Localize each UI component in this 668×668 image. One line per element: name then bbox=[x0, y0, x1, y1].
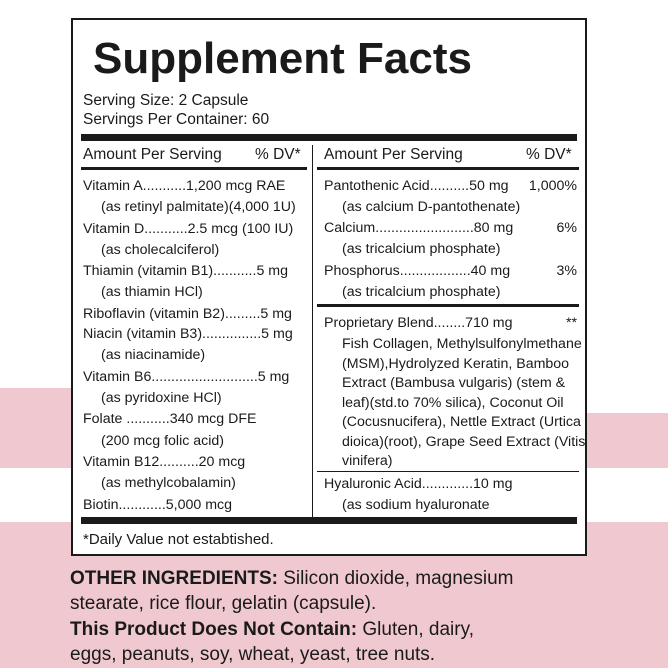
other-ingredients bbox=[70, 566, 610, 616]
proprietary-ingredient-line: Fish Collagen, Methylsulfonylmethane bbox=[342, 336, 582, 352]
proprietary-blend: Proprietary Blend........710 mg bbox=[324, 315, 513, 331]
proprietary-ingredient-line: Extract (Bambusa vulgaris) (stem & bbox=[342, 375, 566, 391]
left-nutrient-line: Vitamin B12..........20 mcg bbox=[83, 454, 246, 470]
servings-per-container: Servings Per Container: 60 bbox=[83, 111, 270, 128]
right-mid-rule bbox=[317, 304, 579, 307]
hyaluronic-acid-source: (as sodium hyaluronate bbox=[342, 497, 490, 513]
right-nutrient-line: (as tricalcium phosphate) bbox=[342, 241, 501, 257]
left-nutrient-line: (as pyridoxine HCl) bbox=[101, 390, 222, 406]
proprietary-ingredient-line: (Cocusnucifera), Nettle Extract (Urtica bbox=[342, 414, 581, 430]
left-nutrient-line: Thiamin (vitamin B1)...........5 mg bbox=[83, 263, 288, 279]
left-nutrient-line: Folate ...........340 mcg DFE bbox=[83, 411, 257, 427]
left-nutrient-line: Vitamin A...........1,200 mcg RAE bbox=[83, 178, 286, 194]
left-nutrient-line: (as retinyl palmitate)(4,000 1U) bbox=[101, 199, 296, 215]
left-nutrient-line: Vitamin B6...........................5 mg bbox=[83, 369, 290, 385]
left-amount-header: Amount Per Serving bbox=[83, 146, 222, 163]
other-ingredients-label: OTHER INGREDIENTS: bbox=[70, 568, 278, 589]
pink-panel-right bbox=[583, 413, 668, 468]
supplement-facts-panel bbox=[71, 18, 587, 556]
left-nutrient-line: (as niacinamide) bbox=[101, 347, 206, 363]
proprietary-ingredient-line: vinifera) bbox=[342, 453, 393, 469]
does-not-contain-text-2: eggs, peanuts, soy, wheat, yeast, tree nuts. bbox=[70, 644, 436, 665]
proprietary-blend-dv: ** bbox=[565, 315, 577, 331]
left-nutrient-line: Biotin............5,000 mcg bbox=[83, 497, 233, 513]
column-divider bbox=[312, 145, 313, 518]
does-not-contain-text-1: Gluten, dairy, bbox=[357, 619, 474, 640]
daily-value-footnote: *Daily Value not estabtished. bbox=[83, 531, 274, 548]
right-nutrient-line: (as calcium D-pantothenate) bbox=[342, 199, 521, 215]
left-nutrient-line: (as cholecalciferol) bbox=[101, 242, 220, 258]
right-nutrient-line: Pantothenic Acid..........50 mg bbox=[324, 178, 509, 194]
left-nutrient-line: (as thiamin HCl) bbox=[101, 284, 203, 300]
left-nutrient-line: (as methylcobalamin) bbox=[101, 475, 236, 491]
does-not-contain bbox=[70, 617, 610, 667]
pink-panel-left bbox=[0, 388, 75, 468]
right-nutrient-dv: 1,000% bbox=[528, 178, 577, 194]
right-dv-header: % DV* bbox=[526, 146, 572, 163]
right-nutrient-dv: 6% bbox=[556, 220, 577, 236]
right-nutrient-line: Calcium.........................80 mg bbox=[324, 220, 514, 236]
other-ingredients-text-1: Silicon dioxide, magnesium bbox=[277, 568, 514, 589]
left-nutrient-line: Niacin (vitamin B3)...............5 mg bbox=[83, 326, 293, 342]
right-nutrient-line: Phosphorus..................40 mg bbox=[324, 263, 511, 279]
right-nutrient-dv: 3% bbox=[556, 263, 577, 279]
panel-title: Supplement Facts bbox=[93, 34, 472, 83]
hyaluronic-acid: Hyaluronic Acid.............10 mg bbox=[324, 476, 513, 492]
left-dv-header: % DV* bbox=[255, 146, 301, 163]
left-nutrient-line: (200 mcg folic acid) bbox=[101, 433, 225, 449]
thick-rule-bottom bbox=[81, 517, 577, 524]
right-thin-rule bbox=[317, 471, 579, 472]
proprietary-ingredient-line: dioica)(root), Grape Seed Extract (Vitis bbox=[342, 433, 586, 450]
serving-size: Serving Size: 2 Capsule bbox=[83, 92, 249, 109]
right-amount-header: Amount Per Serving bbox=[324, 146, 463, 163]
proprietary-ingredient-line: leaf)(std.to 70% silica), Coconut Oil bbox=[342, 394, 564, 411]
thick-rule-top bbox=[81, 134, 577, 141]
does-not-contain-label: This Product Does Not Contain: bbox=[70, 619, 358, 640]
proprietary-ingredient-line: (MSM),Hydrolyzed Keratin, Bamboo bbox=[342, 355, 570, 372]
right-header-rule bbox=[317, 167, 579, 170]
left-nutrient-line: Riboflavin (vitamin B2).........5 mg bbox=[83, 306, 292, 322]
other-ingredients-text-2: stearate, rice flour, gelatin (capsule). bbox=[70, 593, 377, 614]
left-header-rule bbox=[81, 167, 307, 170]
right-nutrient-line: (as tricalcium phosphate) bbox=[342, 284, 501, 300]
left-nutrient-line: Vitamin D...........2.5 mcg (100 IU) bbox=[83, 221, 294, 237]
